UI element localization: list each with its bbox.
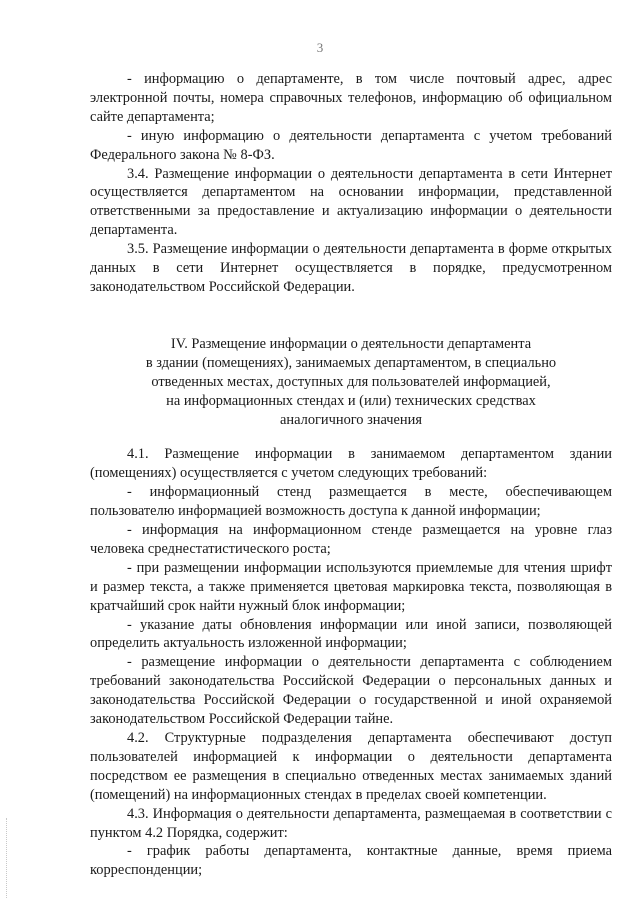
paragraph: - информация на информационном стенде размещается на уровне глаз человека среднестатистического роста; <box>90 522 612 557</box>
paragraph: 4.1. Размещение информации в занимаемом департаментом здании (помещениях) осуществляется с учетом следующих требований: <box>90 446 612 482</box>
section-heading-line: IV. Размещение информации о деятельности департамента <box>170 335 532 352</box>
paragraph: 3.4. Размещение информации о деятельности департамента в сети Интернет осуществляется департаментом на основании информации, представленной ответственными за предоставление и актуализацию информации о деятельности департамента. <box>90 165 612 239</box>
document-body <box>90 70 612 880</box>
section-heading-line: аналогичного значения <box>280 411 422 428</box>
paragraph: 4.3. Информация о деятельности департамента, размещаемая в соответствии с пунктом 4.2 Порядка, содержит: <box>90 805 612 841</box>
section-heading <box>90 335 612 430</box>
section-heading-line: в здании (помещениях), занимаемых департаментом, в специально <box>145 354 557 371</box>
section-heading-line: отведенных местах, доступных для пользователей информацией, <box>151 373 551 390</box>
paragraph: - график работы департамента, контактные данные, время приема корреспонденции; <box>90 843 612 879</box>
section-heading-line: на информационных стендах и (или) технических средствах <box>166 392 536 409</box>
paragraph: 4.2. Структурные подразделения департамента обеспечивают доступ пользователей информацией к информации о деятельности департамента посредством ее размещения в специально отведенных местах занимаемых зданий (помещений) на информационных стендах в пределах своей компетенции. <box>90 730 612 803</box>
paragraph: - при размещении информации используются приемлемые для чтения шрифт и размер текста, а также применяется цветовая маркировка текста, позволяющая в кратчайший срок найти нужный блок информации; <box>90 559 612 614</box>
paragraph: - иную информацию о деятельности департамента с учетом требований Федерального закона № 8-ФЗ. <box>90 127 612 163</box>
paragraph: - размещение информации о деятельности департамента с соблюдением требований законодательства Российской Федерации о персональных данных и законодательства Российской Федерации о государственной и иной охраняемой законодательством Российской Федерации тайне. <box>90 654 612 728</box>
paragraph: 3.5. Размещение информации о деятельности департамента в форме открытых данных в сети Интернет осуществляется в порядке, предусмотренном законодательством Российской Федерации. <box>90 241 612 295</box>
paragraph: - информационный стенд размещается в месте, обеспечивающем пользователю информацией возможность доступа к данной информации; <box>90 484 612 520</box>
paragraph: - указание даты обновления информации или иной записи, позволяющей определить актуальность изложенной информации; <box>90 616 612 652</box>
paragraph: - информацию о департаменте, в том числе почтовый адрес, адрес электронной почты, номера справочных телефонов, информацию об официальном сайте департамента; <box>90 71 612 125</box>
scan-edge-mark <box>6 818 9 898</box>
page-number: 3 <box>316 40 324 55</box>
